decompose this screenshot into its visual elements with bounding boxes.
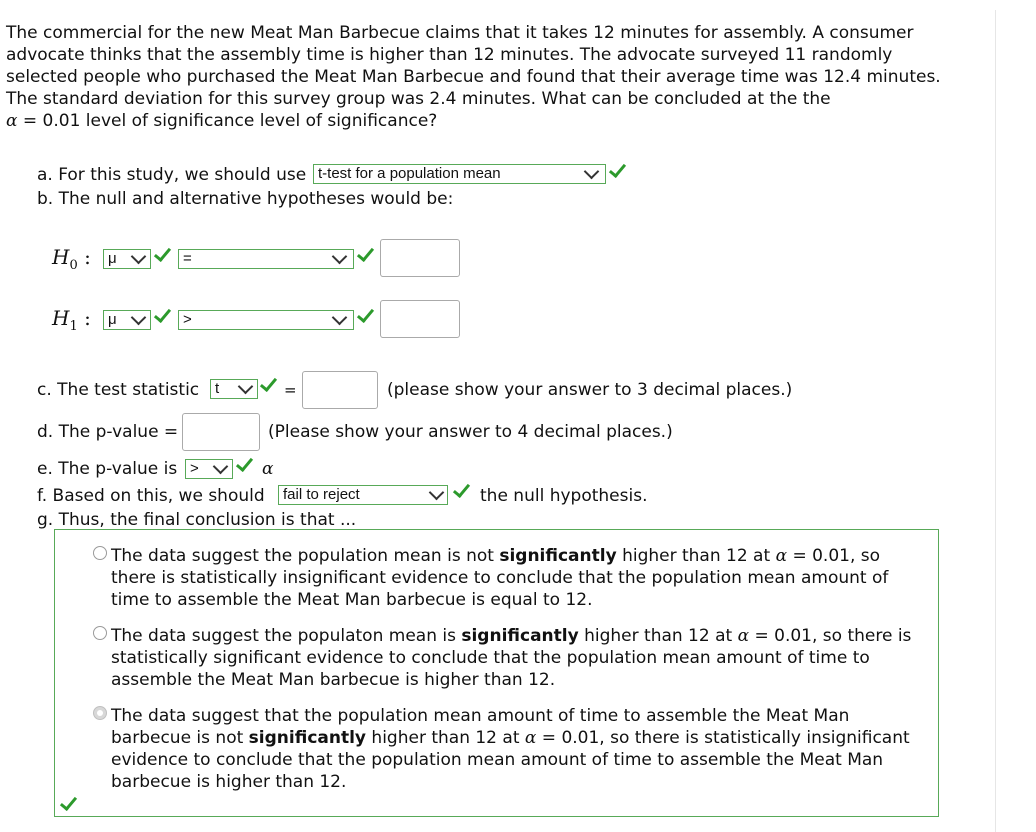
checkmark-icon xyxy=(154,305,171,323)
checkmark-icon xyxy=(236,454,253,472)
part-f-suffix: the null hypothesis. xyxy=(480,486,648,506)
conclusion-radio-3[interactable] xyxy=(93,706,107,720)
conclusion-option-2[interactable]: The data suggest the populaton mean is significantly higher than 12 at α = 0.01, so there is statistically significant evidence to conclude that the population mean amount of time to assemble the Meat Man barbecue is higher than 12. xyxy=(111,626,912,690)
checkmark-icon xyxy=(154,244,171,262)
part-g-label: g. Thus, the final conclusion is that ... xyxy=(37,510,357,530)
chevron-down-icon xyxy=(332,310,348,325)
checkmark-icon xyxy=(260,374,277,392)
chevron-down-icon xyxy=(131,249,147,264)
alpha-symbol: α xyxy=(262,459,274,479)
alpha-symbol: α xyxy=(6,111,18,131)
decision-select[interactable]: fail to reject xyxy=(278,485,448,505)
h0-operator-select[interactable]: = xyxy=(178,249,354,269)
conclusion-option-1[interactable]: The data suggest the population mean is not significantly higher than 12 at α = 0.01, so there is statistically insignificant evidence to conclude that the population mean amount of time to assemble the Meat Man barbecue is equal to 12. xyxy=(111,546,889,610)
chevron-down-icon xyxy=(584,164,600,179)
chevron-down-icon xyxy=(213,459,229,474)
chevron-down-icon xyxy=(332,249,348,264)
chevron-down-icon xyxy=(238,379,254,394)
p-value-input[interactable] xyxy=(182,413,260,451)
h1-label: $H_1$ : xyxy=(52,306,91,334)
checkmark-icon xyxy=(453,480,470,498)
h1-parameter-select[interactable]: μ xyxy=(103,310,151,330)
p-value-comparison-select[interactable]: > xyxy=(185,459,233,479)
h0-parameter-select[interactable]: μ xyxy=(103,249,151,269)
test-statistic-input[interactable] xyxy=(302,371,378,409)
chevron-down-icon xyxy=(429,485,445,500)
checkmark-icon xyxy=(609,160,626,178)
p-value-hint: (Please show your answer to 4 decimal places.) xyxy=(268,422,673,442)
part-d-label: d. The p-value = xyxy=(37,422,179,442)
equals-sign: = xyxy=(284,381,297,399)
test-type-select[interactable]: t-test for a population mean xyxy=(313,164,606,184)
conclusion-radio-1[interactable] xyxy=(93,546,107,560)
test-statistic-select[interactable]: t xyxy=(210,379,258,399)
question-text: The commercial for the new Meat Man Barbecue claims that it takes 12 minutes for assembly. A consumer advocate thinks that the assembly time is higher than 12 minutes. The advocate surveyed 11 randomly selected people who purchased the Meat Man Barbecue and found that their average time was 12.4 minutes. The standard deviation for this survey group was 2.4 minutes. What can be concluded at the the α = 0.01 level of significance level of significance? xyxy=(6,23,941,131)
checkmark-icon xyxy=(357,244,374,262)
chevron-down-icon xyxy=(131,310,147,325)
part-b-label: b. The null and alternative hypotheses would be: xyxy=(37,189,454,209)
h0-label: $H_0$ : xyxy=(52,245,91,273)
part-a-label: a. For this study, we should use xyxy=(37,165,307,185)
h0-value-input[interactable] xyxy=(380,239,460,277)
conclusion-option-3[interactable]: The data suggest that the population mean amount of time to assemble the Meat Man barbecue is not significantly higher than 12 at α = 0.01, so there is statistically insignificant evidence to conclude that the population mean amount of time to assemble the Meat Man barbecue is higher than 12. xyxy=(111,706,910,792)
conclusion-radio-2[interactable] xyxy=(93,626,107,640)
part-c-label: c. The test statistic xyxy=(37,380,200,400)
h1-value-input[interactable] xyxy=(380,300,460,338)
checkmark-icon xyxy=(357,305,374,323)
part-e-label: e. The p-value is xyxy=(37,459,178,479)
test-statistic-hint: (please show your answer to 3 decimal places.) xyxy=(387,380,793,400)
part-f-label: f. Based on this, we should xyxy=(37,486,265,506)
h1-operator-select[interactable]: > xyxy=(178,310,354,330)
page-divider xyxy=(995,10,996,832)
